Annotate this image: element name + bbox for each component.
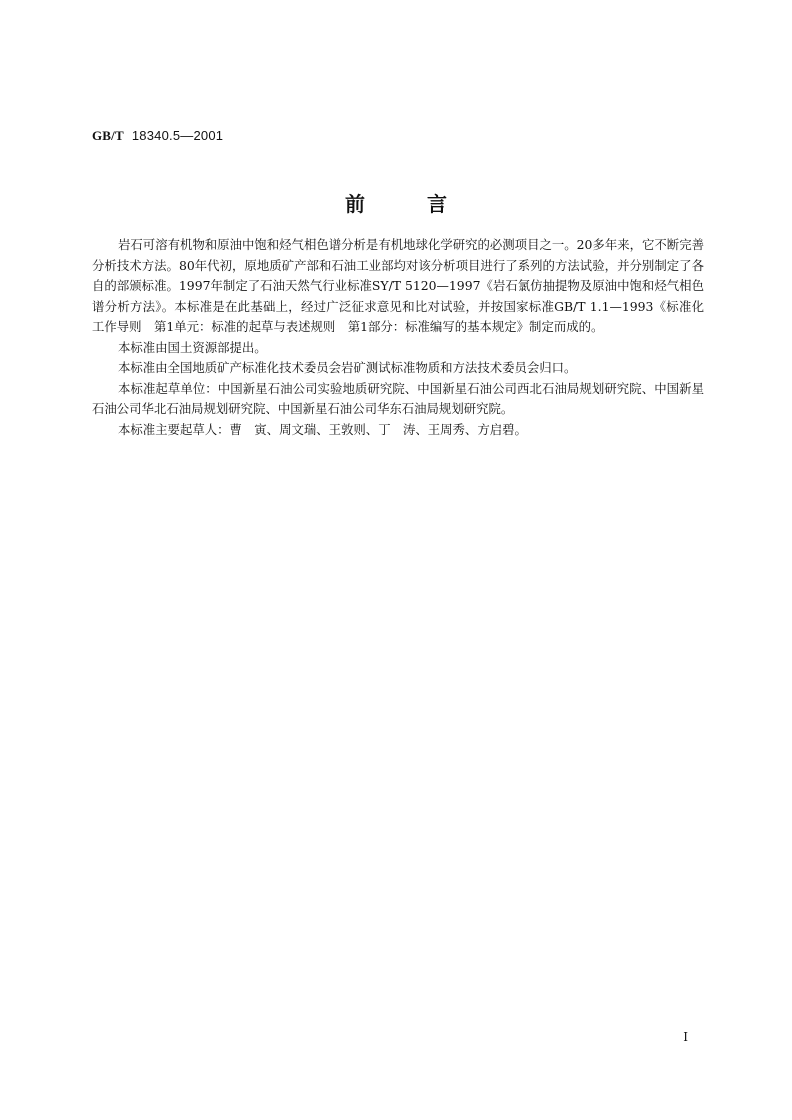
standard-code-number: 18340.5—2001 — [131, 128, 224, 143]
page-number: I — [683, 1030, 688, 1044]
paragraph-drafters: 本标准主要起草人：曹 寅、周文瑞、王敦则、丁 涛、王周秀、方启碧。 — [118, 421, 527, 437]
foreword-body — [92, 235, 704, 440]
page-title: 前言 — [345, 192, 509, 216]
paragraph-proposer: 本标准由国土资源部提出。 — [118, 339, 267, 355]
paragraph-intro: 岩石可溶有机物和原油中饱和烃气相色谱分析是有机地球化学研究的必测项目之一。20多年来，它不断完善分析技术方法。80年代初，原地质矿产部和石油工业部均对该分析项目进行了系列的方法试验，并分别制定了各自的部颁标准。1997年制定了石油天然气行业标准SY/T 5120—1997《岩石氯仿抽提物及原油中饱和烃气相色谱分析方法》。本标准是在此基础上，经过广泛征求意见和比对试验，并按国家标准GB/T 1.1—1993《标准化工作导则 第1单元：标准的起草与表述规则 第1部分：标准编写的基本规定》制定而成的。 — [92, 237, 704, 334]
standard-code — [92, 128, 223, 144]
paragraph-centralized: 本标准由全国地质矿产标准化技术委员会岩矿测试标准物质和方法技术委员会归口。 — [118, 360, 577, 375]
paragraph-drafting-units: 本标准起草单位：中国新星石油公司实验地质研究院、中国新星石油公司西北石油局规划研究院、中国新星石油公司华北石油局规划研究院、中国新星石油公司华东石油局规划研究院。 — [92, 380, 704, 416]
standard-code-prefix: GB/T — [92, 128, 124, 143]
